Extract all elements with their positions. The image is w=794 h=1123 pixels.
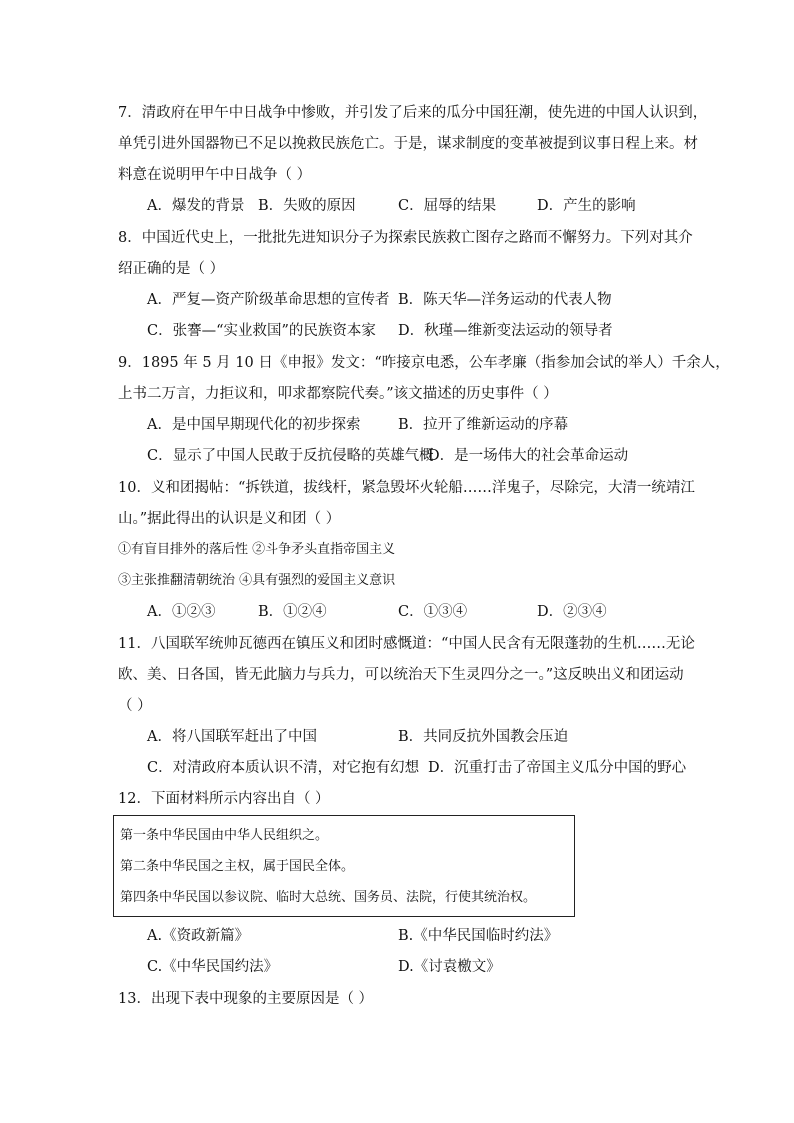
q8-line-2: 绍正确的是（ ） (118, 261, 225, 277)
q11-option-a: A．将八国联军赶出了中国 (147, 729, 317, 745)
q11-option-d: D．沉重打击了帝国主义瓜分中国的野心 (428, 760, 687, 776)
q10-line-2: 山。”据此得出的认识是义和团（ ） (118, 511, 341, 527)
q12-box-line-2: 第二条中华民国之主权，属于国民全体。 (120, 859, 355, 874)
q11-option-c: C．对清政府本质认识不清，对它抱有幻想 (147, 760, 420, 776)
q11-line-3: （ ） (118, 698, 152, 714)
q12-option-c: C.《中华民国约法》 (147, 959, 279, 975)
q7-line-1: 7．清政府在甲午中日战争中惨败，并引发了后来的瓜分中国狂潮，使先进的中国人认识到， (118, 105, 708, 121)
q10-option-a: A．①②③ (147, 604, 216, 620)
q7-option-a: A．爆发的背景 (147, 198, 245, 214)
q9-option-b: B．拉开了维新运动的序幕 (398, 417, 569, 433)
q10-option-c: C．①③④ (398, 604, 468, 620)
q8-option-b: B．陈天华—洋务运动的代表人物 (398, 292, 612, 308)
q9-line-1: 9．1895 年 5 月 10 日《申报》发文：“昨接京电悉，公车孝廉（指参加会试的举人）千余人， (118, 355, 730, 371)
q7-option-b: B．失败的原因 (258, 198, 356, 214)
q10-option-d: D．②③④ (537, 604, 607, 620)
q11-line-1: 11．八国联军统帅瓦德西在镇压义和团时感慨道：“中国人民含有无限蓬勃的生机……无论 (118, 636, 695, 652)
q11-option-b: B．共同反抗外国教会压迫 (398, 729, 569, 745)
q12-box-line-3: 第四条中华民国以参议院、临时大总统、国务员、法院，行使其统治权。 (120, 890, 537, 905)
q13-line-1: 13．出现下表中现象的主要原因是（ ） (118, 991, 374, 1007)
q9-option-a: A．是中国早期现代化的初步探索 (147, 417, 361, 433)
q7-option-c: C．屈辱的结果 (398, 198, 497, 214)
q7-line-2: 单凭引进外国器物已不足以挽救民族危亡。于是，谋求制度的变革被提到议事日程上来。材 (118, 136, 698, 152)
q10-item-line-2: ③主张推翻清朝统治 ④具有强烈的爱国主义意识 (118, 573, 396, 588)
q10-option-b: B．①②④ (258, 604, 327, 620)
q9-option-c: C．显示了中国人民敢于反抗侵略的英雄气概 (147, 448, 434, 464)
q9-line-2: 上书二万言，力拒议和，叩求都察院代奏。”该文描述的历史事件（ ） (118, 386, 558, 402)
q8-option-d: D．秋瑾—维新变法运动的领导者 (398, 323, 613, 339)
q12-option-d: D.《讨袁檄文》 (398, 959, 501, 975)
q8-option-c: C．张謇—“实业救国”的民族资本家 (147, 323, 376, 339)
q12-box-line-1: 第一条中华民国由中华人民组织之。 (120, 828, 329, 843)
q11-line-2: 欧、美、日各国，皆无此脑力与兵力，可以统治天下生灵四分之一。”这反映出义和团运动 (118, 667, 684, 683)
q12-line-1: 12．下面材料所示内容出自（ ） (118, 791, 330, 807)
q9-option-d: D．是一场伟大的社会革命运动 (428, 448, 629, 464)
q8-option-a: A．严复—资产阶级革命思想的宣传者 (147, 292, 390, 308)
q7-option-d: D．产生的影响 (537, 198, 636, 214)
q12-option-b: B.《中华民国临时约法》 (398, 928, 559, 944)
q10-item-line-1: ①有盲目排外的落后性 ②斗争矛头直指帝国主义 (118, 542, 396, 557)
q8-line-1: 8．中国近代史上，一批批先进知识分子为探索民族救亡图存之路而不懈努力。下列对其介 (118, 230, 693, 246)
q10-line-1: 10．义和团揭帖：“拆铁道，拔线杆，紧急毁坏火轮船……洋鬼子，尽除完，大清一统靖江 (118, 480, 695, 496)
q12-option-a: A.《资政新篇》 (147, 928, 250, 944)
q7-line-3: 料意在说明甲午中日战争（ ） (118, 167, 312, 183)
